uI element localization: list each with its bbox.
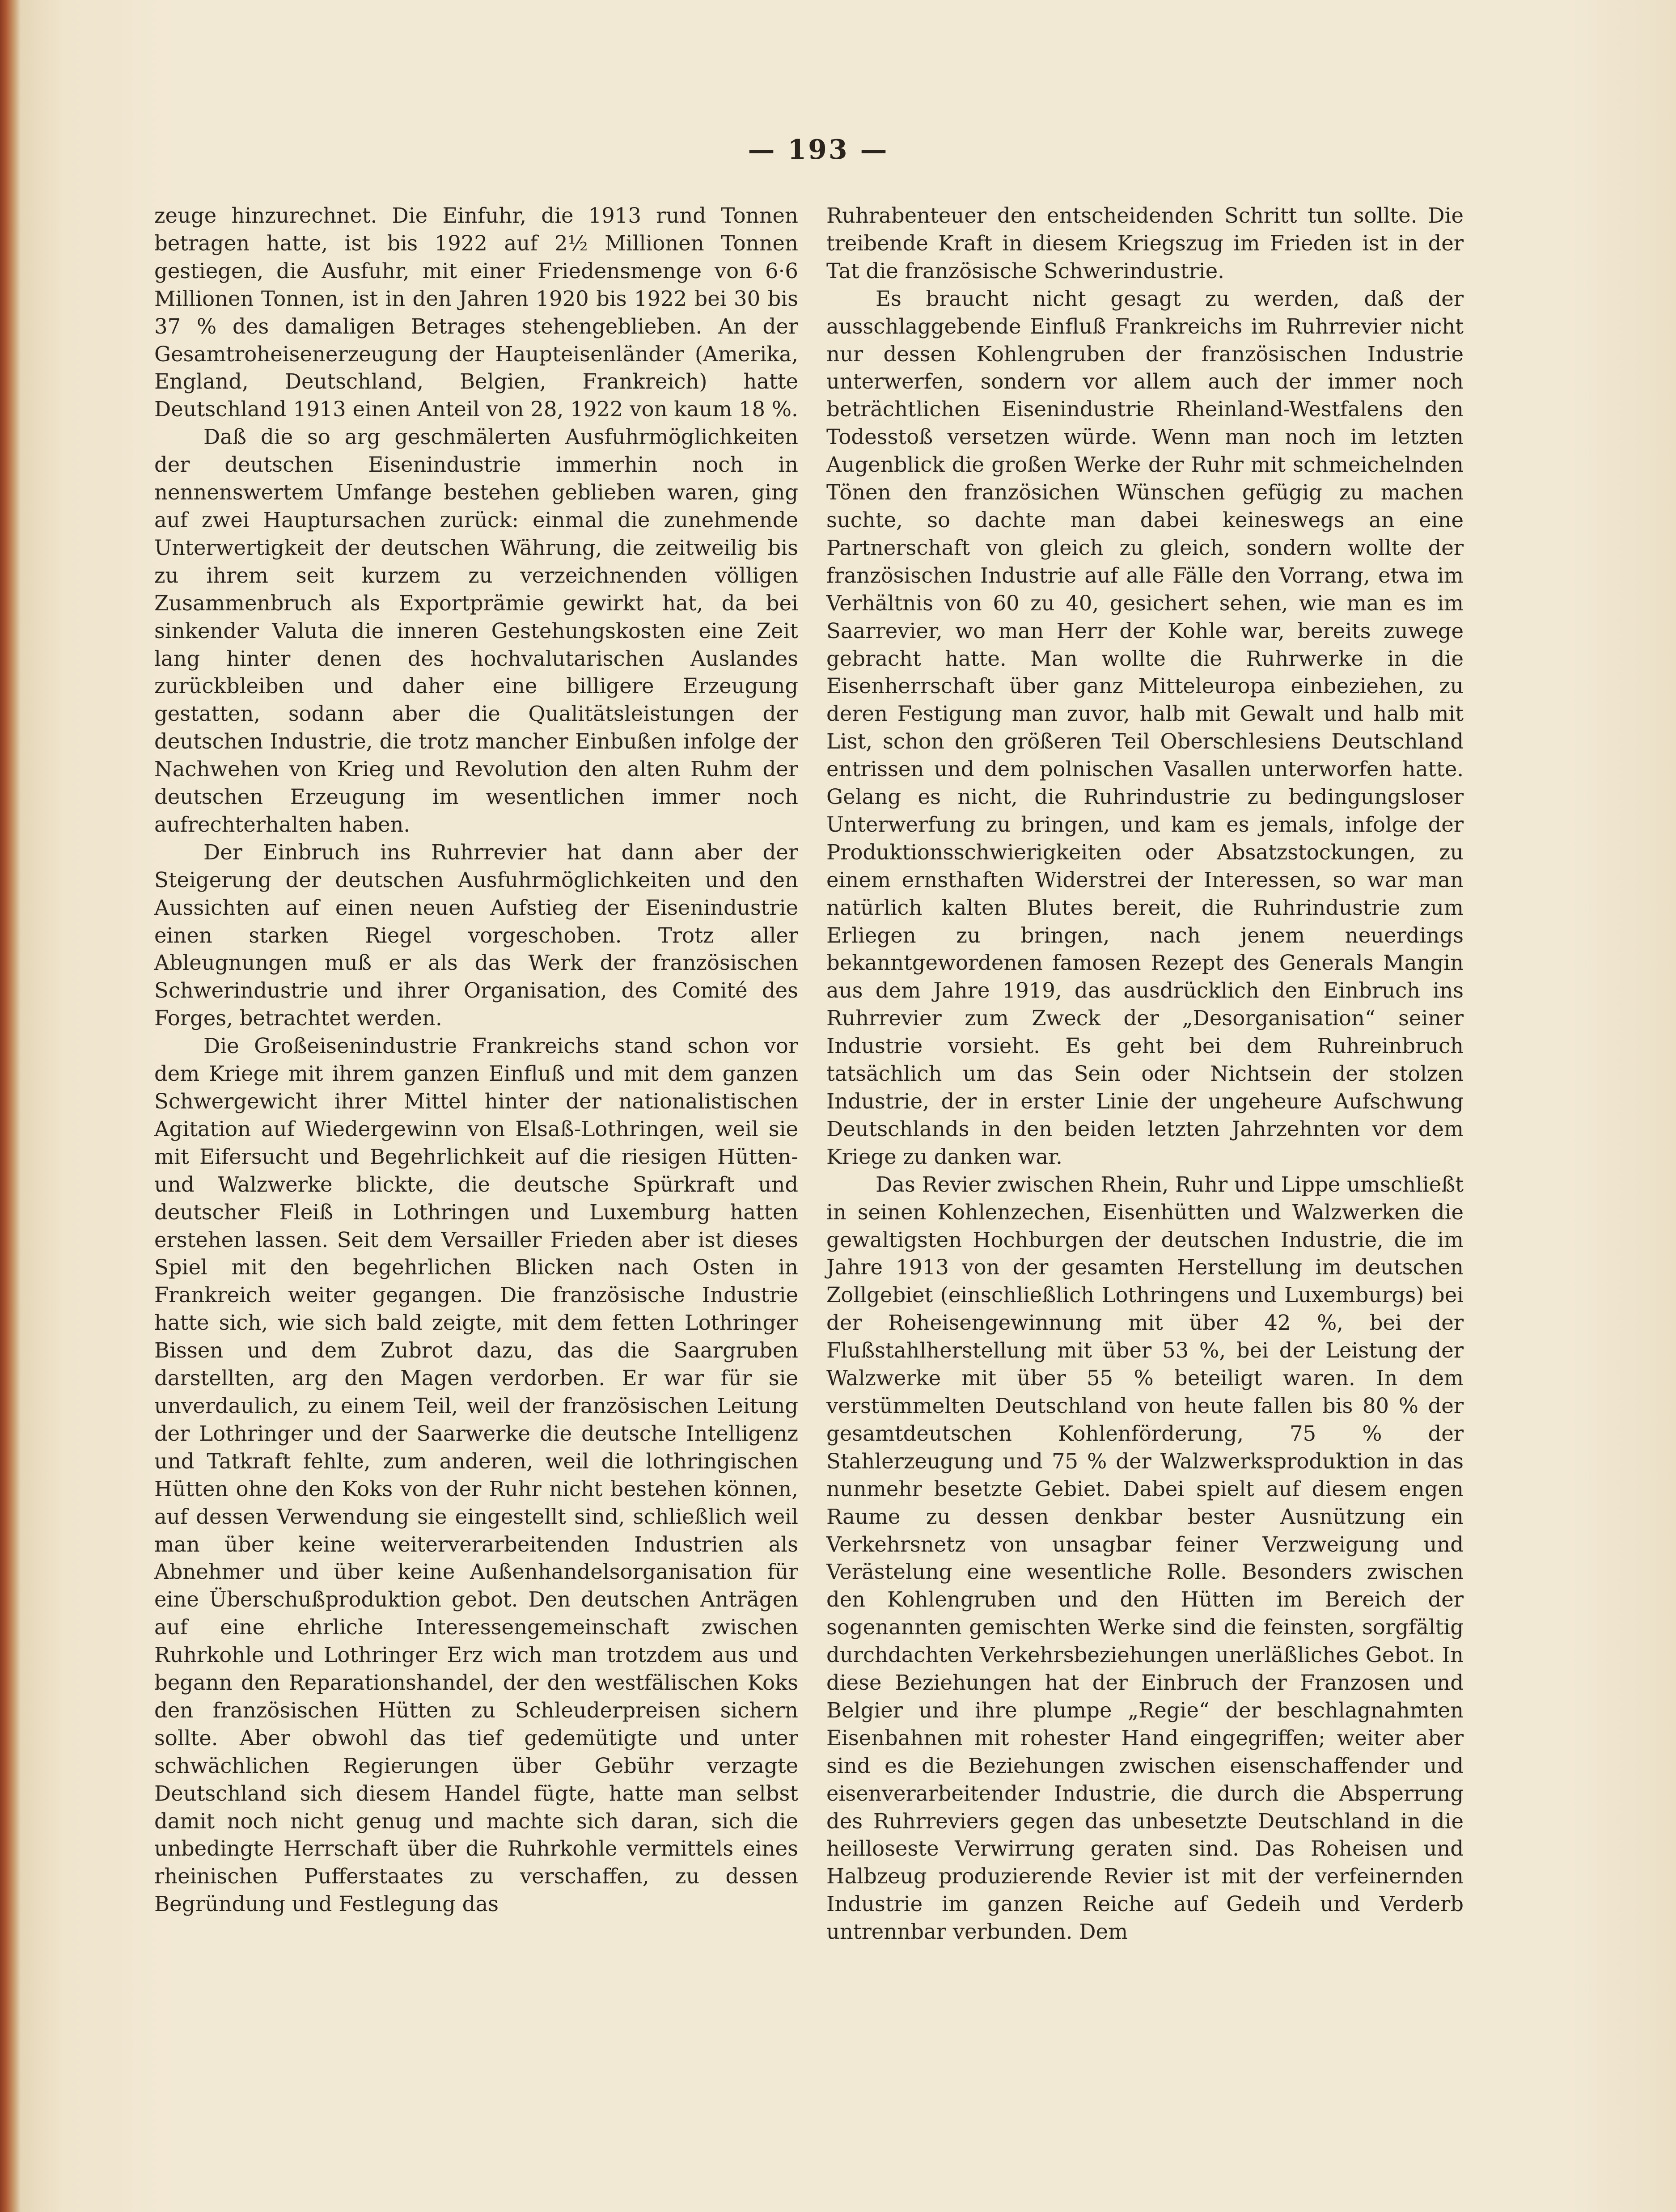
- page-number: — 193 —: [748, 134, 889, 165]
- book-binding-edge: [0, 0, 21, 2212]
- paragraph-continuation: Ruhrabenteuer den entscheidenden Schritt tun sollte. Die treibende Kraft in diesem Kriegszug im Frieden ist in der Tat die französische Schwerindustrie.: [826, 203, 1464, 283]
- paragraph: Das Revier zwischen Rhein, Ruhr und Lippe umschließt in seinen Kohlenzechen, Eisenhütten und Walzwerken die gewaltigsten Hochburgen der deutschen Industrie, die im Jahre 1913 von der gesamten Herstellung im deutschen Zollgebiet (einschließlich Lothringens und Luxemburgs) bei der Roheisengewinnung mit über 42 %, bei der Flußstahlherstellung mit über 53 %, bei der Leistung der Walzwerke mit über 55 % beteiligt waren. In dem verstümmelten Deutschland von heute fallen bis 80 % der gesamtdeutschen Kohlenförderung, 75 % der Stahlerzeugung und 75 % der Walzwerksproduktion in das nunmehr besetzte Gebiet. Dabei spielt auf diesem engen Raume zu dessen denkbar bester Ausnützung ein Verkehrsnetz von unsagbar feiner Verzweigung und Verästelung eine wesentliche Rolle. Besonders zwischen den Kohlengruben und den Hütten im Bereich der sogenannten gemischten Werke sind die feinsten, sorgfältig durchdachten Verkehrsbeziehungen unerläßliches Gebot. In diese Beziehungen hat der Einbruch der Franzosen und Belgier und ihre plumpe „Regie“ der beschlagnahmten Eisenbahnen mit rohester Hand eingegriffen; weiter aber sind es die Beziehungen zwischen eisenschaffender und eisenverarbeitender Industrie, die durch die Absperrung des Ruhrreviers gegen das unbesetzte Deutschland in die heilloseste Verwirrung geraten sind. Das Roheisen und Halbzeug produzierende Revier ist mit der verfeinernden Industrie im ganzen Reiche auf Gedeih und Verderb untrennbar verbunden. Dem: [826, 1172, 1464, 1944]
- paragraph: Daß die so arg geschmälerten Ausfuhrmöglichkeiten der deutschen Eisenindustrie immerhin noch in nennenswertem Umfange bestehen geblieben waren, ging auf zwei Hauptursachen zurück: einmal die zunehmende Unterwertigkeit der deutschen Währung, die zeitweilig bis zu ihrem seit kurzem zu verzeichnenden völligen Zusammenbruch als Exportprämie gewirkt hat, da bei sinkender Valuta die inneren Gestehungskosten eine Zeit lang hinter denen des hochvalutarischen Auslandes zurückbleiben und daher eine billigere Erzeugung gestatten, sodann aber die Qualitätsleistungen der deutschen Industrie, die trotz mancher Einbußen infolge der Nachwehen von Krieg und Revolution den alten Ruhm der deutschen Erzeugung im wesentlichen immer noch aufrechterhalten haben.: [154, 425, 798, 837]
- paragraph-continuation: zeuge hinzurechnet. Die Einfuhr, die 1913 rund Tonnen betragen hatte, ist bis 1922 auf 2½ Millionen Tonnen gestiegen, die Ausfuhr, mit einer Friedensmenge von 6·6 Millionen Tonnen, ist in den Jahren 1920 bis 1922 bei 30 bis 37 % des damaligen Betrages stehengeblieben. An der Gesamtroheisenerzeugung der Haupteisenländer (Amerika, England, Deutschland, Belgien, Frankreich) hatte Deutschland 1913 einen Anteil von 28, 1922 von kaum 18 %.: [154, 203, 798, 422]
- right-text-column: [826, 202, 1464, 1946]
- paragraph: Die Großeisenindustrie Frankreichs stand schon vor dem Kriege mit ihrem ganzen Einfluß und mit dem ganzen Schwergewicht ihrer Mittel hinter der nationalistischen Agitation auf Wiedergewinn von Elsaß-Lothringen, weil sie mit Eifersucht und Begehrlichkeit auf die riesigen Hütten- und Walzwerke blickte, die deutsche Spürkraft und deutscher Fleiß in Lothringen und Luxemburg hatten erstehen lassen. Seit dem Versailler Frieden aber ist dieses Spiel mit den begehrlichen Blicken nach Osten in Frankreich weiter gegangen. Die französische Industrie hatte sich, wie sich bald zeigte, mit dem fetten Lothringer Bissen und dem Zubrot dazu, das die Saargruben darstellten, arg den Magen verdorben. Er war für sie unverdaulich, zu einem Teil, weil der französischen Leitung der Lothringer und der Saarwerke die deutsche Intelligenz und Tatkraft fehlte, zum anderen, weil die lothringischen Hütten ohne den Koks von der Ruhr nicht bestehen können, auf dessen Verwendung sie eingestellt sind, schließlich weil man über keine weiterverarbeitenden Industrien als Abnehmer und über keine Außenhandelsorganisation für eine Überschußproduktion gebot. Den deutschen Anträgen auf eine ehrliche Interessengemeinschaft zwischen Ruhrkohle und Lothringer Erz wich man trotzdem aus und begann den Reparationshandel, der den westfälischen Koks den französischen Hütten zu Schleuderpreisen sichern sollte. Aber obwohl das tief gedemütigte und unter schwächlichen Regierungen über Gebühr verzagte Deutschland sich diesem Handel fügte, hatte man selbst damit noch nicht genug und machte sich daran, sich die unbedingte Herrschaft über die Ruhrkohle vermittels eines rheinischen Pufferstaates zu verschaffen, zu dessen Begründung und Festlegung das: [154, 1034, 798, 1916]
- left-text-column: [154, 202, 798, 1918]
- paragraph: Es braucht nicht gesagt zu werden, daß der ausschlaggebende Einfluß Frankreichs im Ruhrrevier nicht nur dessen Kohlengruben der französischen Industrie unterwerfen, sondern vor allem auch der immer noch beträchtlichen Eisenindustrie Rheinland-Westfalens den Todesstoß versetzen würde. Wenn man noch im letzten Augenblick die großen Werke der Ruhr mit schmeichelnden Tönen den französichen Wünschen gefügig zu machen suchte, so dachte man dabei keineswegs an eine Partnerschaft von gleich zu gleich, sondern wollte der französischen Industrie auf alle Fälle den Vorrang, etwa im Verhältnis von 60 zu 40, gesichert sehen, wie man es im Saarrevier, wo man Herr der Kohle war, bereits zuwege gebracht hatte. Man wollte die Ruhrwerke in die Eisenherrschaft über ganz Mitteleuropa einbeziehen, zu deren Festigung man zuvor, halb mit Gewalt und halb mit List, schon den größeren Teil Oberschlesiens Deutschland entrissen und dem polnischen Vasallen unterworfen hatte. Gelang es nicht, die Ruhrindustrie zu bedingungsloser Unterwerfung zu bringen, und kam es jemals, infolge der Produktionsschwierigkeiten oder Absatzstockungen, zu einem ernsthaften Widerstrei der Interessen, so war man natürlich kalten Blutes bereit, die Ruhrindustrie zum Erliegen zu bringen, nach jenem neuerdings bekanntgewordenen famosen Rezept des Generals Mangin aus dem Jahre 1919, das ausdrücklich den Einbruch ins Ruhrrevier zum Zweck der „Desorganisation“ seiner Industrie vorsieht. Es geht bei dem Ruhreinbruch tatsächlich um das Sein oder Nichtsein der stolzen Industrie, der in erster Linie der ungeheure Aufschwung Deutschlands in den beiden letzten Jahrzehnten vor dem Kriege zu danken war.: [826, 286, 1464, 1169]
- paragraph: Der Einbruch ins Ruhrrevier hat dann aber der Steigerung der deutschen Ausfuhrmöglichkeiten und den Aussichten auf einen neuen Aufstieg der Eisenindustrie einen starken Riegel vorgeschoben. Trotz aller Ableugnungen muß er als das Werk der französischen Schwerindustrie und ihrer Organisation, des Comité des Forges, betrachtet werden.: [154, 840, 798, 1031]
